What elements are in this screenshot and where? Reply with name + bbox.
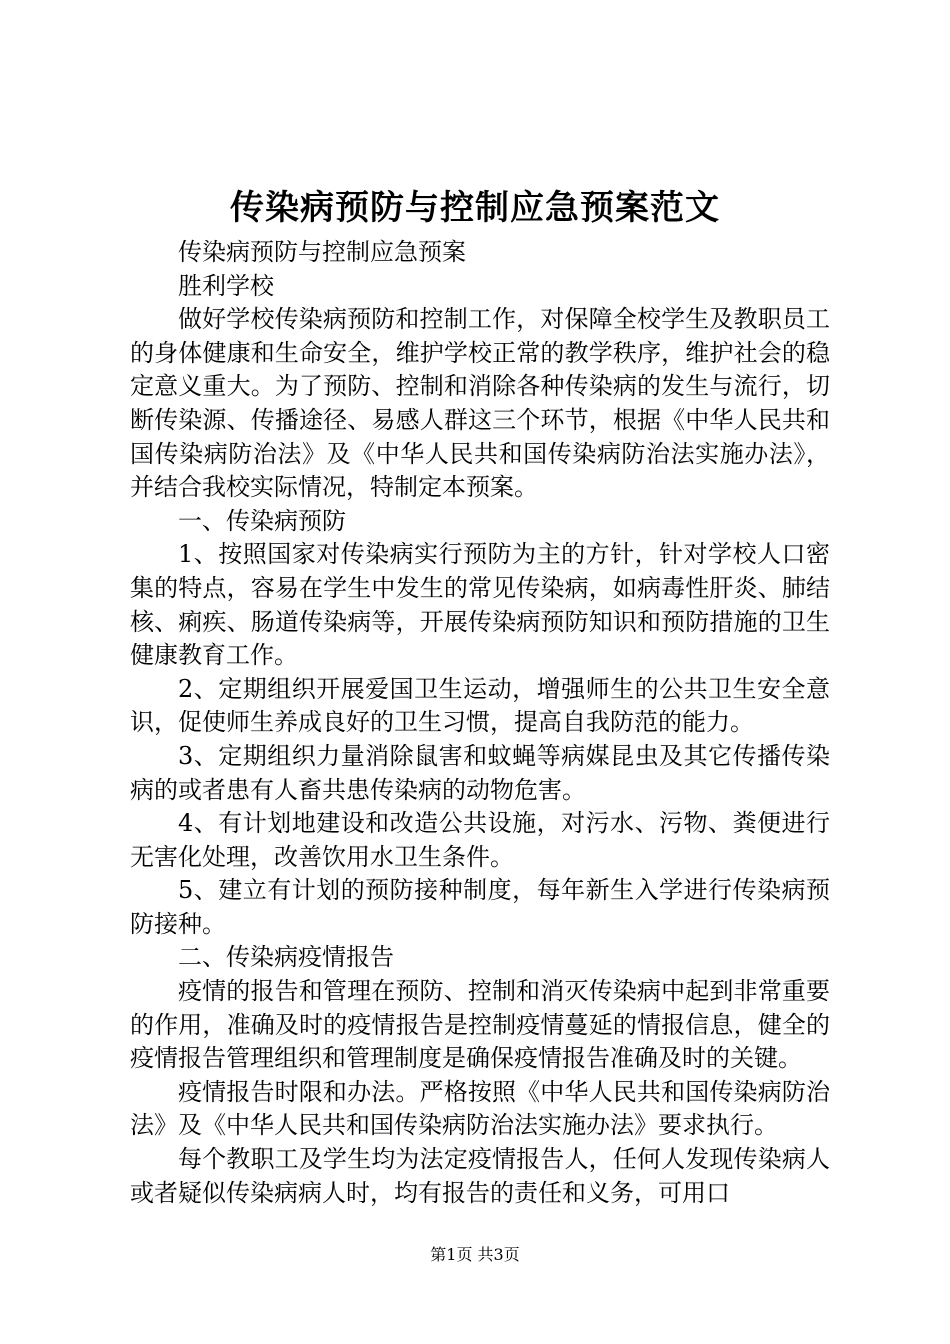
paragraph-subtitle: 传染病预防与控制应急预案 [178, 238, 466, 266]
document-body [130, 236, 830, 1210]
paragraph-intro: 做好学校传染病预防和控制工作，对保障全校学生及教职员工的身体健康和生命安全，维护学校正常的教学秩序，维护社会的稳定意义重大。为了预防、控制和消除各种传染病的发生与流行，切断传染源、传播途径、易感人群这三个环节，根据《中华人民共和国传染病防治法》及《中华人民共和国传染病防治法实施办法》，并结合我校实际情况，特制定本预案。 [130, 305, 830, 502]
paragraph-school-name: 胜利学校 [178, 271, 274, 300]
paragraph-reporting-responsibility: 每个教职工及学生均为法定疫情报告人，任何人发现传染病人或者疑似传染病病人时，均有报告的责任和义务，可用口 [130, 1145, 830, 1207]
page-footer: 第1页 共3页 [430, 1245, 520, 1264]
section-heading-reporting: 二、传染病疫情报告 [178, 943, 394, 972]
paragraph-item-1: 1、按照国家对传染病实行预防为主的方针，针对学校人口密集的特点，容易在学生中发生的常见传染病，如病毒性肝炎、肺结核、痢疾、肠道传染病等，开展传染病预防知识和预防措施的卫生健康教育工作。 [130, 540, 830, 670]
paragraph-item-2: 2、定期组织开展爱国卫生运动，增强师生的公共卫生安全意识，促使师生养成良好的卫生习惯，提高自我防范的能力。 [130, 674, 830, 737]
paragraph-reporting-importance: 疫情的报告和管理在预防、控制和消灭传染病中起到非常重要的作用，准确及时的疫情报告是控制疫情蔓延的情报信息，健全的疫情报告管理组织和管理制度是确保疫情报告准确及时的关键。 [130, 977, 830, 1073]
document-title: 传染病预防与控制应急预案范文 [230, 188, 720, 228]
paragraph-item-3: 3、定期组织力量消除鼠害和蚊蝇等病媒昆虫及其它传播传染病的或者患有人畜共患传染病的动物危害。 [130, 741, 830, 804]
paragraph-item-4: 4、有计划地建设和改造公共设施，对污水、污物、粪便进行无害化处理，改善饮用水卫生条件。 [130, 809, 830, 871]
section-heading-prevention: 一、传染病预防 [178, 506, 346, 535]
paragraph-item-5: 5、建立有计划的预防接种制度，每年新生入学进行传染病预防接种。 [130, 876, 830, 938]
paragraph-reporting-deadline: 疫情报告时限和办法。严格按照《中华人民共和国传染病防治法》及《中华人民共和国传染病防治法实施办法》要求执行。 [130, 1077, 830, 1140]
